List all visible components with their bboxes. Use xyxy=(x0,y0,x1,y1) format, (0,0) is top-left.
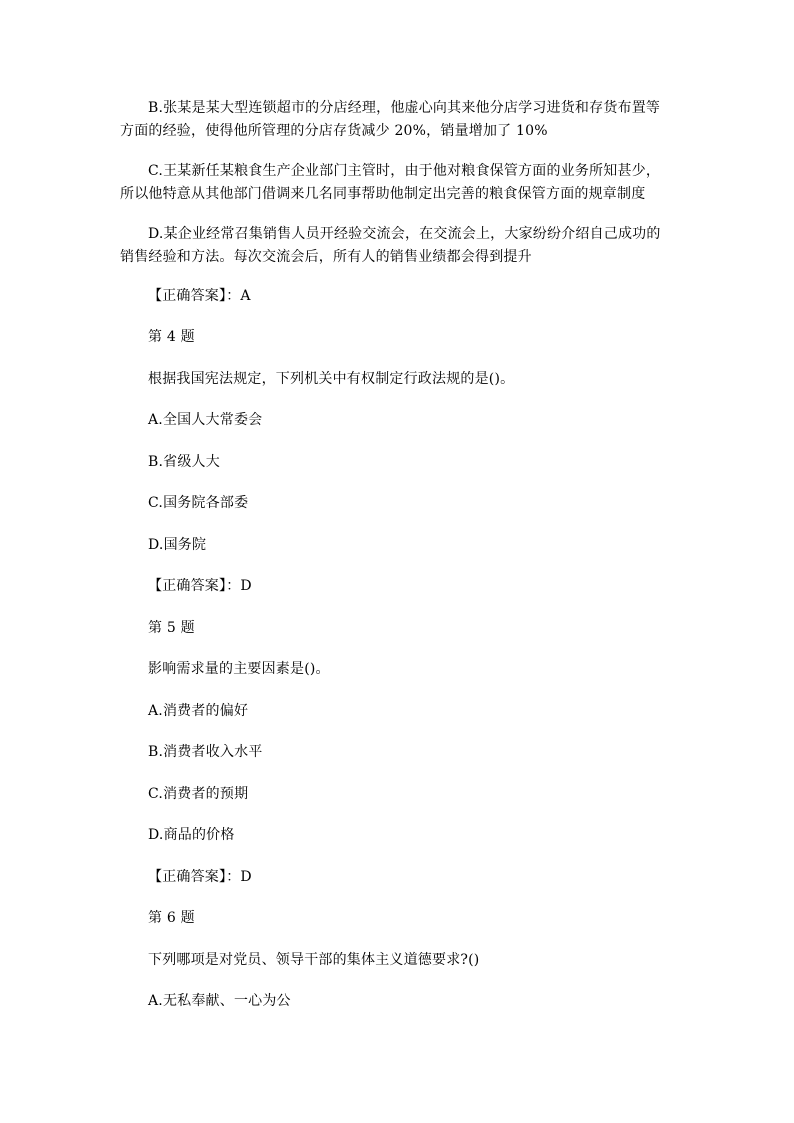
question-5-option-a: A.消费者的偏好 xyxy=(148,703,249,719)
question-5-option-b: B.消费者收入水平 xyxy=(148,744,263,760)
question-4-option-a: A.全国人大常委会 xyxy=(148,412,263,428)
previous-option-c: C.王某新任某粮食生产企业部门主管时，由于他对粮食保管方面的业务所知甚少，所以他特意从其他部门借调来几名同事帮助他制定出完善的粮食保管方面的规章制度 xyxy=(120,163,661,202)
question-4-stem: 根据我国宪法规定，下列机关中有权制定行政法规的是()。 xyxy=(148,371,515,387)
question-5-number: 第 5 题 xyxy=(148,620,195,636)
question-4-option-b: B.省级人大 xyxy=(148,454,220,470)
question-6-option-a: A.无私奉献、一心为公 xyxy=(148,993,291,1009)
question-5-answer: 【正确答案】：D xyxy=(148,869,252,885)
previous-answer: 【正确答案】：A xyxy=(148,288,251,304)
question-5-stem: 影响需求量的主要因素是()。 xyxy=(148,661,330,677)
question-5-option-c: C.消费者的预期 xyxy=(148,786,249,802)
previous-option-b: B.张某是某大型连锁超市的分店经理，他虚心向其来他分店学习进货和存货布置等方面的经验，使得他所管理的分店存货减少 20%，销量增加了 10% xyxy=(120,100,661,139)
question-6-number: 第 6 题 xyxy=(148,910,195,926)
question-4-number: 第 4 题 xyxy=(148,329,195,345)
question-6-stem: 下列哪项是对党员、领导干部的集体主义道德要求?() xyxy=(148,952,480,968)
question-4-option-c: C.国务院各部委 xyxy=(148,495,249,511)
previous-option-d: D.某企业经常召集销售人员开经验交流会，在交流会上，大家纷纷介绍自己成功的销售经验和方法。每次交流会后，所有人的销售业绩都会得到提升 xyxy=(120,226,661,265)
question-4-option-d: D.国务院 xyxy=(148,537,207,553)
question-5-option-d: D.商品的价格 xyxy=(148,827,235,843)
question-4-answer: 【正确答案】：D xyxy=(148,578,252,594)
